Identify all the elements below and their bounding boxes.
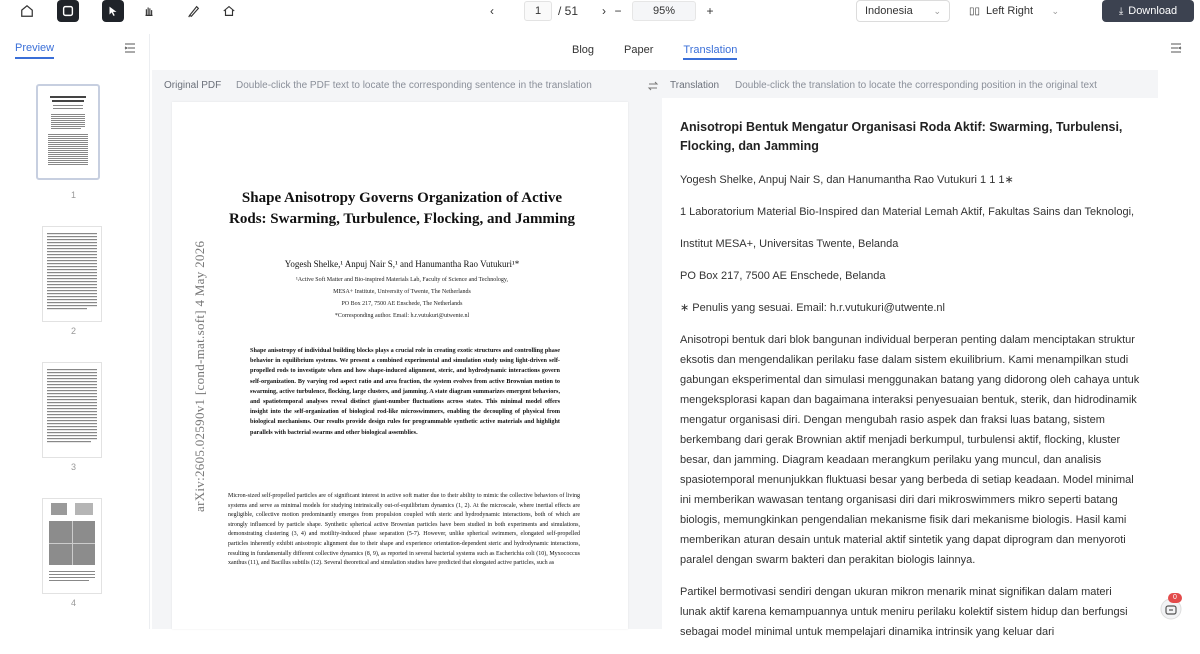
download-button[interactable]	[1102, 0, 1194, 22]
download-icon: ⤓	[1118, 5, 1124, 17]
translated-paragraph[interactable]: ∗ Penulis yang sesuai. Email: h.r.vutukuri@utwente.nl	[680, 302, 945, 314]
arxiv-stamp: arXiv:2605.02590v1 [cond-mat.soft] 4 May 2026	[192, 240, 207, 512]
sidebar-tab-preview[interactable]: Preview	[15, 42, 54, 59]
translated-paragraph[interactable]: Institut MESA+, Universitas Twente, Belanda	[680, 238, 899, 250]
hand-icon[interactable]	[138, 0, 160, 22]
affiliation-line: PO Box 217, 7500 AE Enschede, The Netherlands	[341, 301, 463, 307]
home-alt-icon[interactable]	[218, 0, 240, 22]
pdf-pane-label: Original PDF	[164, 80, 222, 91]
translated-title: Anisotropi Bentuk Mengatur Organisasi Roda Aktif: Swarming, Turbulensi, Flocking, dan Jamming	[680, 120, 1123, 153]
total-pages: / 51	[558, 4, 579, 18]
thumbnail-preview	[38, 86, 98, 178]
translated-paragraph[interactable]: Anisotropi bentuk dari blok bangunan individual berperan penting dalam menciptakan struktur eksotis dan mengendalikan perilaku fase dalam sistem ekuilibrium. Kami menampilkan studi gabungan eksperimental dan simulasi menggunakan batang yang didorong oleh cahaya untuk mengeksplorasi kapan dan bagaimana interaksi penyesuaian bentuk, sterik, dan hidrodinamik mengatur organisasi diri. Dengan mengubah rasio aspek dan fraksi luas batang, sistem berkembang dari gerak Brownian aktif menjadi berkumpul, turbulensi aktif, flocking, kluster besar, dan jamming. Diagram keadaan merangkum perilaku yang muncul, dan analisis spasiotemporal menunjukkan fluktuasi besar yang berbeda di setiap keadaan. Model minimal ini memberikan wawasan tentang organisasi diri dari mikroswimmers mikro seperti batang biologis, memungkinkan pengendalian mekanisme fisik dari mekanisme biologis. Hasil kami memberikan aturan desain untuk material aktif sintetik yang dapat diprogram dan menyoroti paralel dengan swarm bakteri dan perakitan biologis lainnya.	[680, 334, 1140, 566]
thumbnail-preview	[43, 499, 101, 593]
translated-paragraph[interactable]: Yogesh Shelke, Anpuj Nair S, dan Hanumantha Rao Vutukuri 1 1 1∗	[680, 174, 1014, 186]
select-mode-icon[interactable]	[57, 0, 79, 22]
page-navigator	[484, 1, 612, 21]
pdf-pane-hint: Double-click the PDF text to locate the corresponding sentence in the translation	[236, 80, 592, 91]
translation-pane-label: Translation	[670, 80, 720, 91]
paper-abstract: Shape anisotropy of individual building blocks plays a crucial role in creating exotic structures and controlling phase behavior in equilibrium systems. We present a combined experimental and simulation study using light-driven self-propelled rods to investigate when and how shape-induced alignment, steric, and hydrodynamic interactions govern self-organization. By varying rod aspect ratio and area fraction, the system evolves from active Brownian motion to swarming, active turbulence, flocking, large clusters, and jamming. A state diagram summarizes emergent behaviors, and spatiotemporal analyses reveal distinct giant-number fluctuations across states. This minimal model offers insight into the self-organization of biological rod-like microswimmers, enabling the decoupling of physical from biological mechanisms. Our results provide design rules for programmable synthetic active materials and highlight parallels with bacterial swarms and other biological assemblies.	[250, 347, 560, 436]
chevron-down-icon: ⌄	[933, 5, 941, 16]
tab-blog[interactable]: Blog	[572, 44, 595, 56]
thumbnail-sidebar	[0, 34, 150, 629]
affiliation-line: ¹Active Soft Matter and Bio-inspired Materials Lab, Faculty of Science and Technology,	[296, 277, 508, 283]
translated-paragraph[interactable]: 1 Laboratorium Material Bio-Inspired dan Material Lemah Aktif, Fakultas Sains dan Teknologi,	[680, 206, 1135, 218]
prev-page-icon[interactable]: ‹	[490, 4, 494, 18]
outline-menu-icon[interactable]	[1170, 42, 1182, 54]
thumbnail-preview	[43, 227, 101, 321]
page-thumbnail-1[interactable]	[36, 84, 100, 180]
pdf-page[interactable]	[172, 102, 628, 629]
view-tabs	[572, 44, 737, 60]
thumbnail-number: 4	[71, 598, 77, 608]
thumbnail-preview	[43, 363, 101, 457]
thumbnail-number: 3	[71, 462, 77, 472]
cursor-icon[interactable]	[102, 0, 124, 22]
original-pdf-pane[interactable]	[152, 70, 644, 629]
affiliation-line: MESA+ Institute, University of Twente, The Netherlands	[333, 289, 471, 295]
page-thumbnail-3[interactable]	[42, 362, 102, 458]
swap-arrows-icon[interactable]	[647, 80, 659, 92]
sidebar-header	[0, 34, 150, 64]
translated-paragraph[interactable]: PO Box 217, 7500 AE Enschede, Belanda	[680, 270, 886, 282]
right-margin	[1158, 70, 1200, 629]
next-page-icon[interactable]: ›	[602, 4, 607, 18]
paper-affiliations	[252, 274, 552, 322]
tab-translation[interactable]: Translation	[683, 44, 737, 60]
layout-value: Left Right	[986, 5, 1034, 17]
language-value: Indonesia	[865, 5, 913, 17]
collapse-sidebar-icon[interactable]	[124, 42, 136, 54]
translation-hint-bar	[662, 70, 1158, 98]
highlight-icon[interactable]	[183, 0, 205, 22]
zoom-control	[612, 1, 716, 21]
zoom-value[interactable]: 95%	[632, 1, 696, 21]
translation-pane-hint: Double-click the translation to locate the corresponding position in the original text	[735, 80, 1097, 91]
language-select[interactable]	[856, 0, 950, 22]
zoom-out-icon[interactable]: −	[614, 4, 622, 18]
translation-pane[interactable]	[662, 70, 1158, 638]
thumbnail-number: 1	[71, 190, 77, 200]
paper-authors: Yogesh Shelke,¹ Anpuj Nair S,¹ and Hanumantha Rao Vutukuri¹*	[284, 259, 520, 269]
layout-select[interactable]	[960, 0, 1068, 22]
tab-paper[interactable]: Paper	[624, 44, 654, 56]
paper-body-text: Micron-sized self-propelled particles are of significant interest in active soft matter due to their ability to mimic the collective behaviors of living systems and serve as minimal models for studying intrinsically out-of-equilibrium dynamics (1, 2). At the microscale, where inertial effects are negligible, collective motion predominantly emerges from propulsion coupled with steric and hydrodynamic interactions, both of which are strongly influenced by particle shape. Synthetic spherical active Brownian particles have been studied in both experiments and simulations, demonstrating clustering (3, 4) and motility-induced phase separation (5-7). However, unlike spherical swimmers, elongated self-propelled particles inherently exhibit anisotropic alignment due to their shape and experience orientation-dependent steric and hydrodynamic interactions, resulting in fundamentally different collective dynamics (8, 9), as reported in several bacterial systems such as Escherichia coli (10), Myxococcus xanthus (11), and Bacillus subtilis (12). Several theoretical and simulation studies have predicted that elongated active particles, such as	[228, 493, 580, 567]
zoom-in-icon[interactable]: +	[706, 4, 714, 18]
thumbnail-number: 2	[71, 326, 77, 336]
home-icon[interactable]	[16, 0, 38, 22]
download-label: Download	[1128, 5, 1178, 17]
page-thumbnail-4[interactable]	[42, 498, 102, 594]
top-toolbar	[0, 0, 1200, 26]
affiliation-line: *Corresponding author. Email: h.r.vutukuri@utwente.nl	[334, 313, 470, 319]
layout-icon: ▯▯	[969, 5, 981, 17]
page-thumbnail-2[interactable]	[42, 226, 102, 322]
paper-title: Shape Anisotropy Governs Organization of Active Rods: Swarming, Turbulence, Flocking, and Jamming	[229, 190, 575, 227]
notification-badge: 0	[1168, 593, 1182, 603]
translation-content[interactable]	[680, 118, 1140, 654]
chevron-down-icon: ⌄	[1051, 5, 1059, 16]
translated-paragraph[interactable]: Partikel bermotivasi sendiri dengan ukuran mikron menarik minat signifikan dalam materi lunak aktif karena kemampuannya untuk meniru perilaku kolektif sistem hidup dan berfungsi sebagai model minimal untuk mempelajari dinamika intrinsik yang keluar dari	[680, 586, 1128, 638]
pane-divider[interactable]	[644, 70, 662, 629]
page-number-input[interactable]: 1	[524, 1, 552, 21]
